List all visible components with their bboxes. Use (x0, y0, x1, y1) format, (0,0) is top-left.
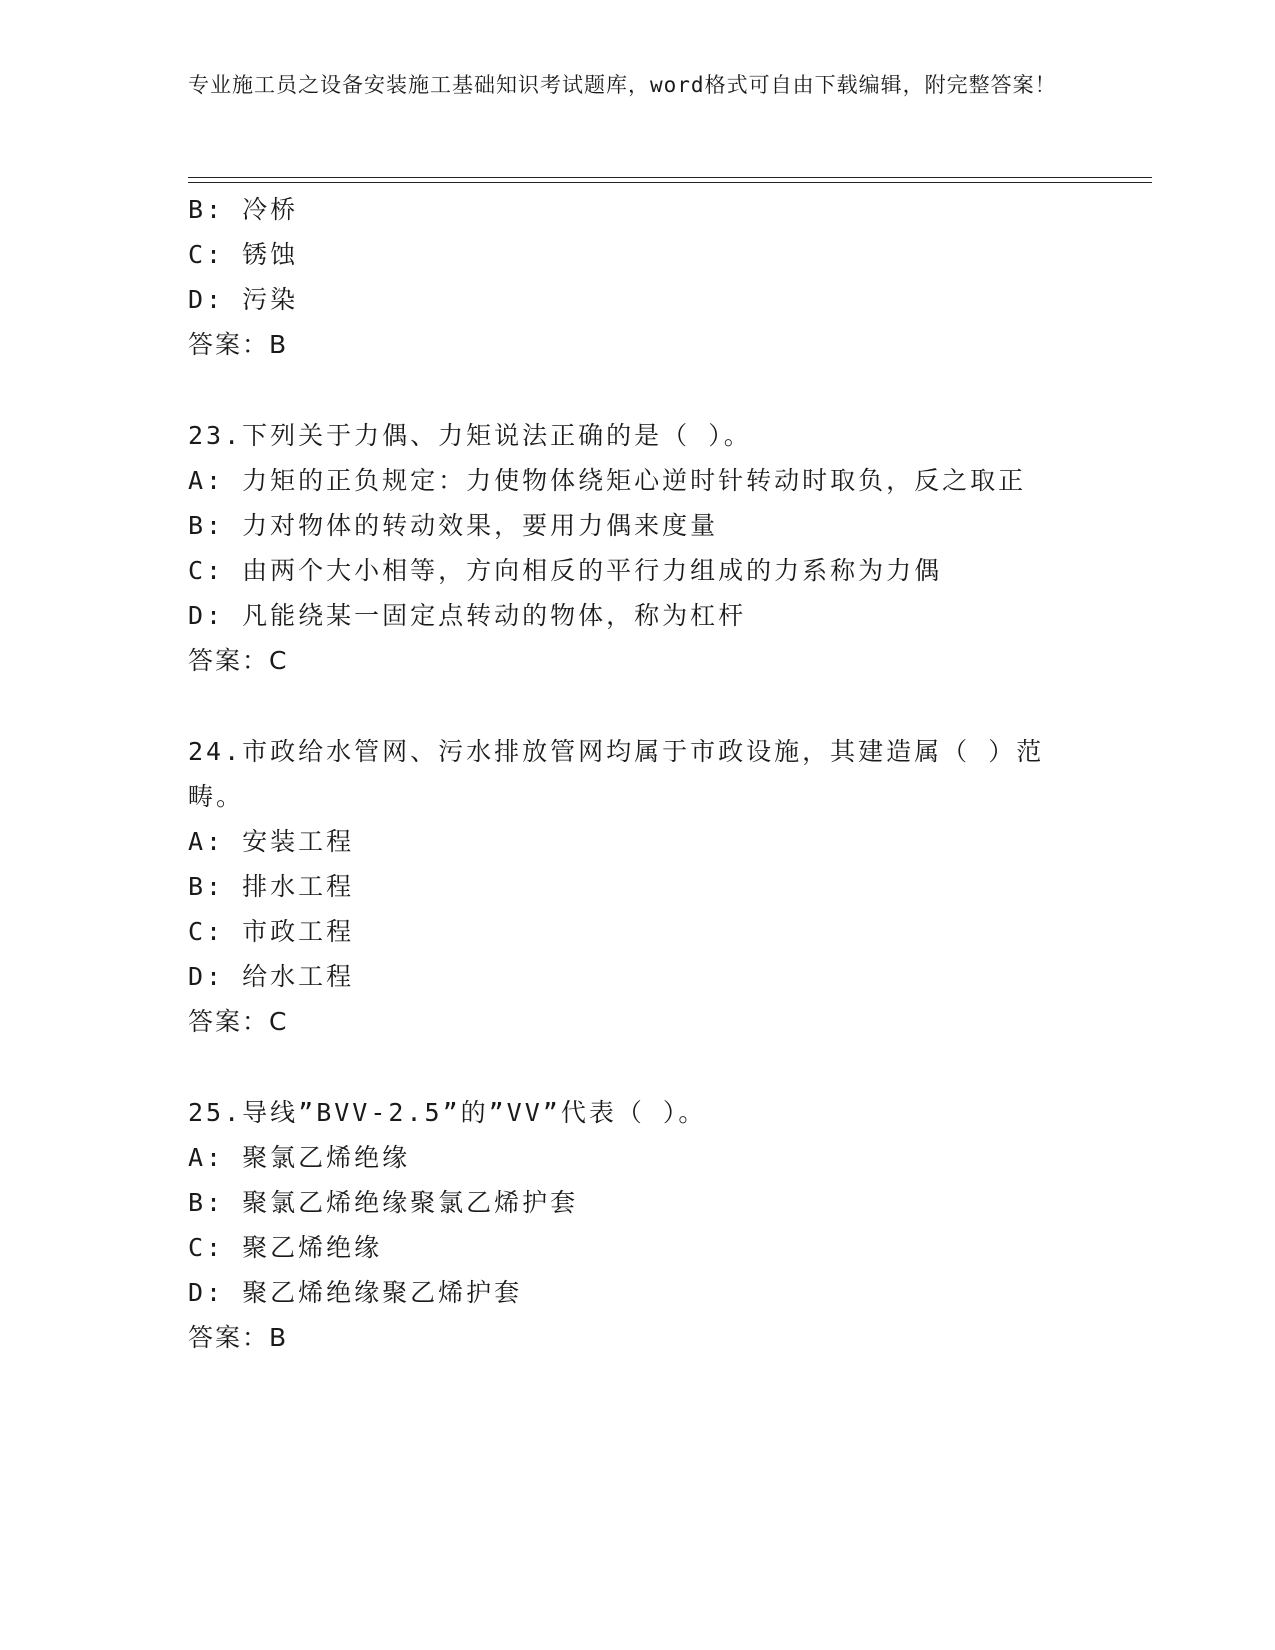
q23-option-d: D: 凡能绕某一固定点转动的物体，称为杠杆 (188, 601, 747, 630)
q23-stem: 23.下列关于力偶、力矩说法正确的是（ ）。 (188, 421, 752, 450)
q25-stem: 25.导线”BVV-2.5”的”VV”代表（ ）。 (188, 1098, 707, 1127)
q25-option-d: D: 聚乙烯绝缘聚乙烯护套 (188, 1278, 523, 1307)
q25-option-b: B: 聚氯乙烯绝缘聚氯乙烯护套 (188, 1188, 579, 1217)
q25-option-c: C: 聚乙烯绝缘 (188, 1233, 383, 1262)
q23-option-b: B: 力对物体的转动效果，要用力偶来度量 (188, 511, 719, 540)
q22-option-b: B: 冷桥 (188, 195, 299, 224)
q24-option-c: C: 市政工程 (188, 917, 355, 946)
q23-option-c: C: 由两个大小相等，方向相反的平行力组成的力系称为力偶 (188, 556, 943, 585)
q24-option-d: D: 给水工程 (188, 962, 355, 991)
q22-option-d: D: 污染 (188, 285, 299, 314)
q22-option-c: C: 锈蚀 (188, 240, 299, 269)
q24-stem-line1: 24.市政给水管网、污水排放管网均属于市政设施，其建造属（ ）范 (188, 737, 1045, 766)
q25-answer: 答案：B (188, 1323, 289, 1352)
q24-option-a: A: 安装工程 (188, 827, 355, 856)
header-divider-bottom (188, 182, 1152, 183)
document-header: 专业施工员之设备安装施工基础知识考试题库，word格式可自由下载编辑，附完整答案！ (188, 73, 1057, 97)
q23-option-a: A: 力矩的正负规定：力使物体绕矩心逆时针转动时取负，反之取正 (188, 466, 1027, 495)
header-divider-top (188, 177, 1152, 178)
q24-stem-line2: 畴。 (188, 782, 245, 811)
q25-option-a: A: 聚氯乙烯绝缘 (188, 1143, 411, 1172)
q24-answer: 答案：C (188, 1007, 289, 1036)
q22-answer: 答案：B (188, 330, 289, 359)
q23-answer: 答案：C (188, 646, 289, 675)
q24-option-b: B: 排水工程 (188, 872, 355, 901)
